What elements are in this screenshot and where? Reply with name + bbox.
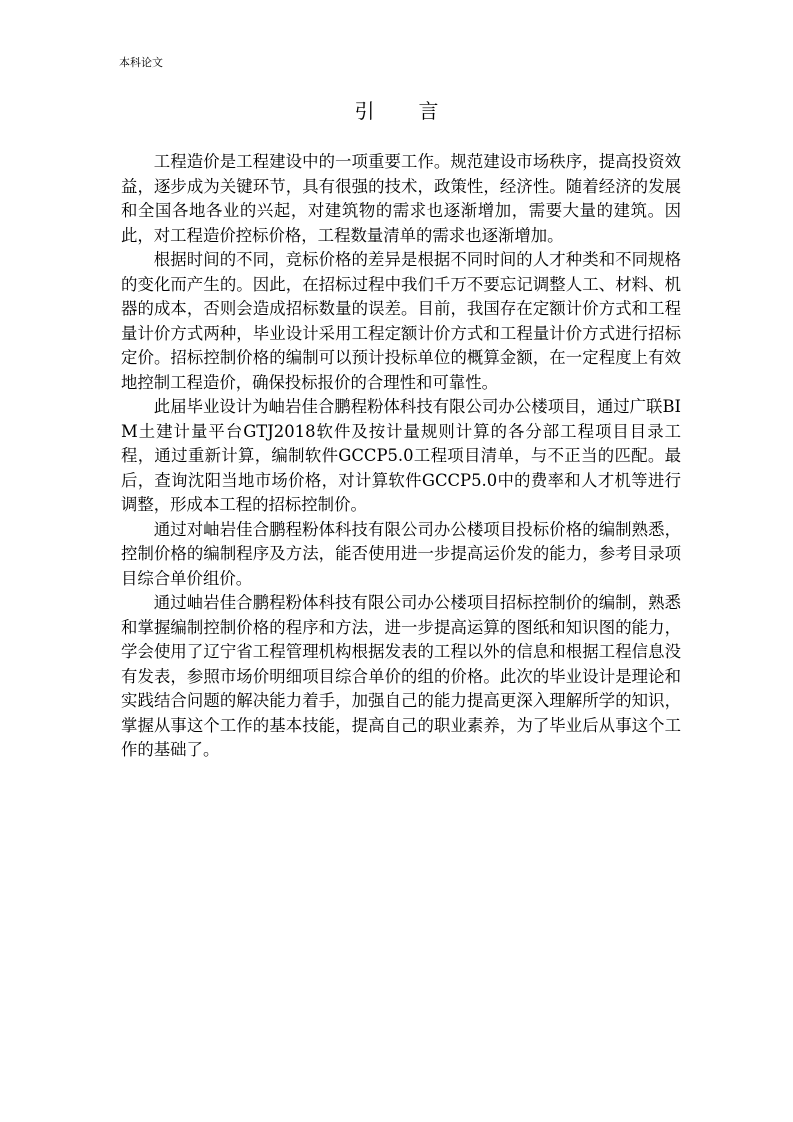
paragraph-4: 通过对岫岩佳合鹏程粉体科技有限公司办公楼项目投标价格的编制熟悉，控制价格的编制程序及方法，能否使用进一步提高运价发的能力，参考目录项目综合单价组价。 (121, 519, 681, 588)
paragraph-2: 根据时间的不同，竞标价格的差异是根据不同时间的人才种类和不同规格的变化而产生的。因此，在招标过程中我们千万不要忘记调整人工、材料、机器的成本，否则会造成招标数量的误差。目前，我国存在定额计价方式和工程量计价方式两种，毕业设计采用工程定额计价方式和工程量计价方式进行招标定价。招标控制价格的编制可以预计投标单位的概算金额，在一定程度上有效地控制工程造价，确保投标报价的合理性和可靠性。 (121, 250, 681, 392)
paragraph-3: 此届毕业设计为岫岩佳合鹏程粉体科技有限公司办公楼项目，通过广联BIM土建计量平台GTJ2018软件及按计量规则计算的各分部工程项目目录工程，通过重新计算，编制软件GCCP5.0工程项目清单，与不正当的匹配。最后，查询沈阳当地市场价格，对计算软件GCCP5.0中的费率和人才机等进行调整，形成本工程的招标控制价。 (121, 397, 681, 514)
paragraph-1: 工程造价是工程建设中的一项重要工作。规范建设市场秩序，提高投资效益，逐步成为关键环节，具有很强的技术，政策性，经济性。随着经济的发展和全国各地各业的兴起，对建筑物的需求也逐渐增加，需要大量的建筑。因此，对工程造价控标价格，工程数量清单的需求也逐渐增加。 (121, 152, 681, 245)
page-title: 引言 (354, 99, 483, 123)
paragraph-5: 通过岫岩佳合鹏程粉体科技有限公司办公楼项目招标控制价的编制，熟悉和掌握编制控制价格的程序和方法，进一步提高运算的图纸和知识图的能力，学会使用了辽宁省工程管理机构根据发表的工程以外的信息和根据工程信息没有发表，参照市场价明细项目综合单价的组的价格。此次的毕业设计是理论和实践结合问题的解决能力着手，加强自己的能力提高更深入理解所学的知识，掌握从事这个工作的基本技能，提高自己的职业素养，为了毕业后从事这个工作的基础了。 (121, 593, 681, 759)
body-text (121, 150, 681, 763)
page-header: 本科论文 (119, 56, 163, 69)
